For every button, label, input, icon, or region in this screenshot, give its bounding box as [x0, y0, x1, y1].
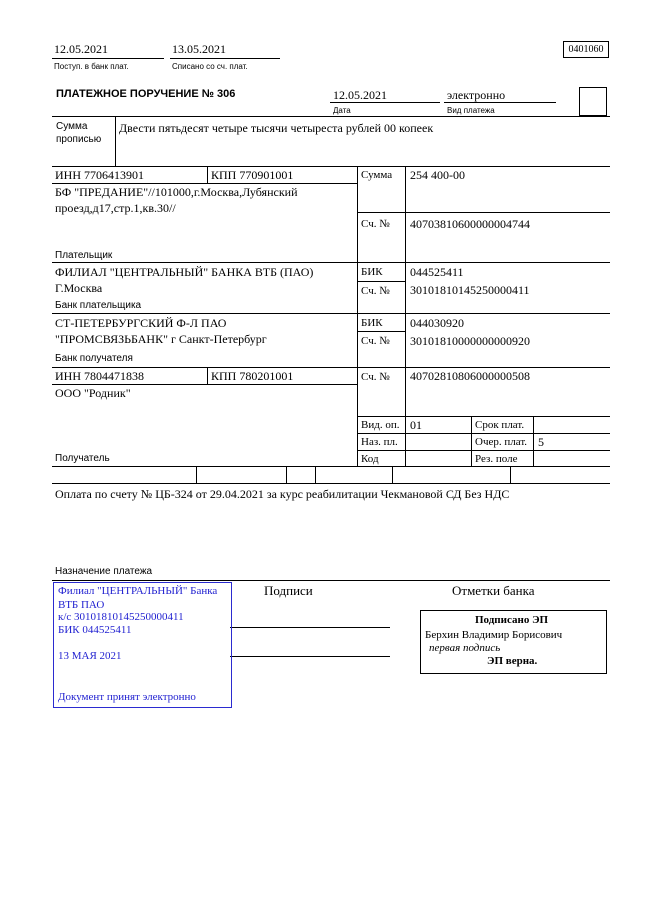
payee-inn: ИНН 7804471838	[55, 369, 144, 383]
e-signature-box	[420, 610, 607, 674]
status-box	[579, 87, 607, 116]
form-code: 0401060	[563, 41, 609, 58]
payer-name-line1: БФ "ПРЕДАНИЕ"//101000,г.Москва,Лубянский	[55, 185, 298, 199]
payer-bank-bik-label: БИК	[361, 266, 383, 278]
order-value: 5	[538, 435, 544, 449]
received-label: Поступ. в банк плат.	[54, 62, 129, 71]
payer-account: 40703810600000004744	[410, 217, 530, 231]
payer-inn: ИНН 7706413901	[55, 168, 144, 182]
payee-bank-account-label: Сч. №	[361, 335, 390, 347]
document-date-label: Дата	[333, 106, 351, 115]
document-title: ПЛАТЕЖНОЕ ПОРУЧЕНИЕ № 306	[56, 88, 236, 100]
payee-bank-name-line2: "ПРОМСВЯЗЬБАНК" г Санкт-Петербург	[55, 332, 267, 346]
payment-purpose: Оплата по счету № ЦБ-324 от 29.04.2021 за курс реабилитации Чекмановой СД Без НДС	[55, 487, 510, 501]
payee-kpp: КПП 780201001	[211, 369, 294, 383]
payer-account-label: Сч. №	[361, 218, 390, 230]
reserve-label: Рез. поле	[475, 453, 518, 465]
stamp-date: 13 МАЯ 2021	[58, 650, 122, 662]
e-signature-name: Берхин Владимир Борисович	[425, 629, 563, 641]
stamp-line2: ВТБ ПАО	[58, 599, 105, 611]
payee-bank-label: Банк получателя	[55, 353, 133, 364]
payment-type: электронно	[447, 88, 506, 102]
e-signature-status: ЭП верна.	[487, 655, 538, 667]
bank-stamp	[53, 582, 232, 708]
signature-line-1	[230, 627, 390, 628]
payee-name: ООО "Родник"	[55, 386, 131, 400]
payer-bank-name-line1: ФИЛИАЛ "ЦЕНТРАЛЬНЫЙ" БАНКА ВТБ (ПАО)	[55, 265, 314, 279]
op-type-value: 01	[410, 418, 422, 432]
payee-account-label: Сч. №	[361, 371, 390, 383]
payee-bank-account: 30101810000000000920	[410, 334, 530, 348]
stamp-footer: Документ принят электронно	[58, 691, 196, 703]
payer-kpp: КПП 770901001	[211, 168, 294, 182]
purpose-code-label: Наз. пл.	[361, 436, 398, 448]
stamp-line1: Филиал "ЦЕНТРАЛЬНЫЙ" Банка	[58, 585, 218, 597]
due-label: Срок плат.	[475, 419, 525, 431]
op-type-label: Вид. оп.	[361, 419, 400, 431]
payer-bank-bik: 044525411	[410, 265, 464, 279]
payee-bank-bik: 044030920	[410, 316, 464, 330]
e-signature-title: Подписано ЭП	[475, 614, 549, 626]
signature-line-2	[230, 656, 390, 657]
amount-words-label-line2: прописью	[56, 134, 102, 145]
payee-bank-name-line1: СТ-ПЕТЕРБУРГСКИЙ Ф-Л ПАО	[55, 316, 227, 330]
payer-bank-account: 30101810145250000411	[410, 283, 530, 297]
amount-words-label	[56, 120, 101, 146]
amount-words-value: Двести пятьдесят четыре тысячи четыреста рублей 00 копеек	[119, 121, 434, 135]
payer-label: Плательщик	[55, 250, 113, 261]
sum-label: Сумма	[361, 169, 393, 181]
payer-bank-account-label: Сч. №	[361, 285, 390, 297]
payment-purpose-label: Назначение платежа	[55, 566, 153, 577]
stamp-line4: БИК 044525411	[58, 624, 132, 636]
code-label: Код	[361, 453, 379, 465]
amount-words-label-line1: Сумма	[56, 121, 88, 132]
payer-bank-label: Банк плательщика	[55, 300, 142, 311]
debited-date: 13.05.2021	[172, 42, 226, 56]
signatures-label: Подписи	[264, 583, 313, 598]
debited-label: Списано со сч. плат.	[172, 62, 248, 71]
payment-type-label: Вид платежа	[447, 106, 495, 115]
order-label: Очер. плат.	[475, 436, 528, 448]
payee-account: 40702810806000000508	[410, 369, 530, 383]
document-date: 12.05.2021	[333, 88, 387, 102]
bank-marks-label: Отметки банка	[452, 583, 535, 598]
sum-value: 254 400-00	[410, 168, 465, 182]
payee-bank-bik-label: БИК	[361, 317, 383, 329]
payee-label: Получатель	[55, 453, 110, 464]
stamp-line3: к/с 30101810145250000411	[58, 611, 184, 623]
payer-name-line2: проезд,д17,стр.1,кв.30//	[55, 201, 176, 215]
e-signature-role: первая подпись	[429, 642, 501, 654]
received-date: 12.05.2021	[54, 42, 108, 56]
payer-bank-name-line2: Г.Москва	[55, 281, 103, 295]
